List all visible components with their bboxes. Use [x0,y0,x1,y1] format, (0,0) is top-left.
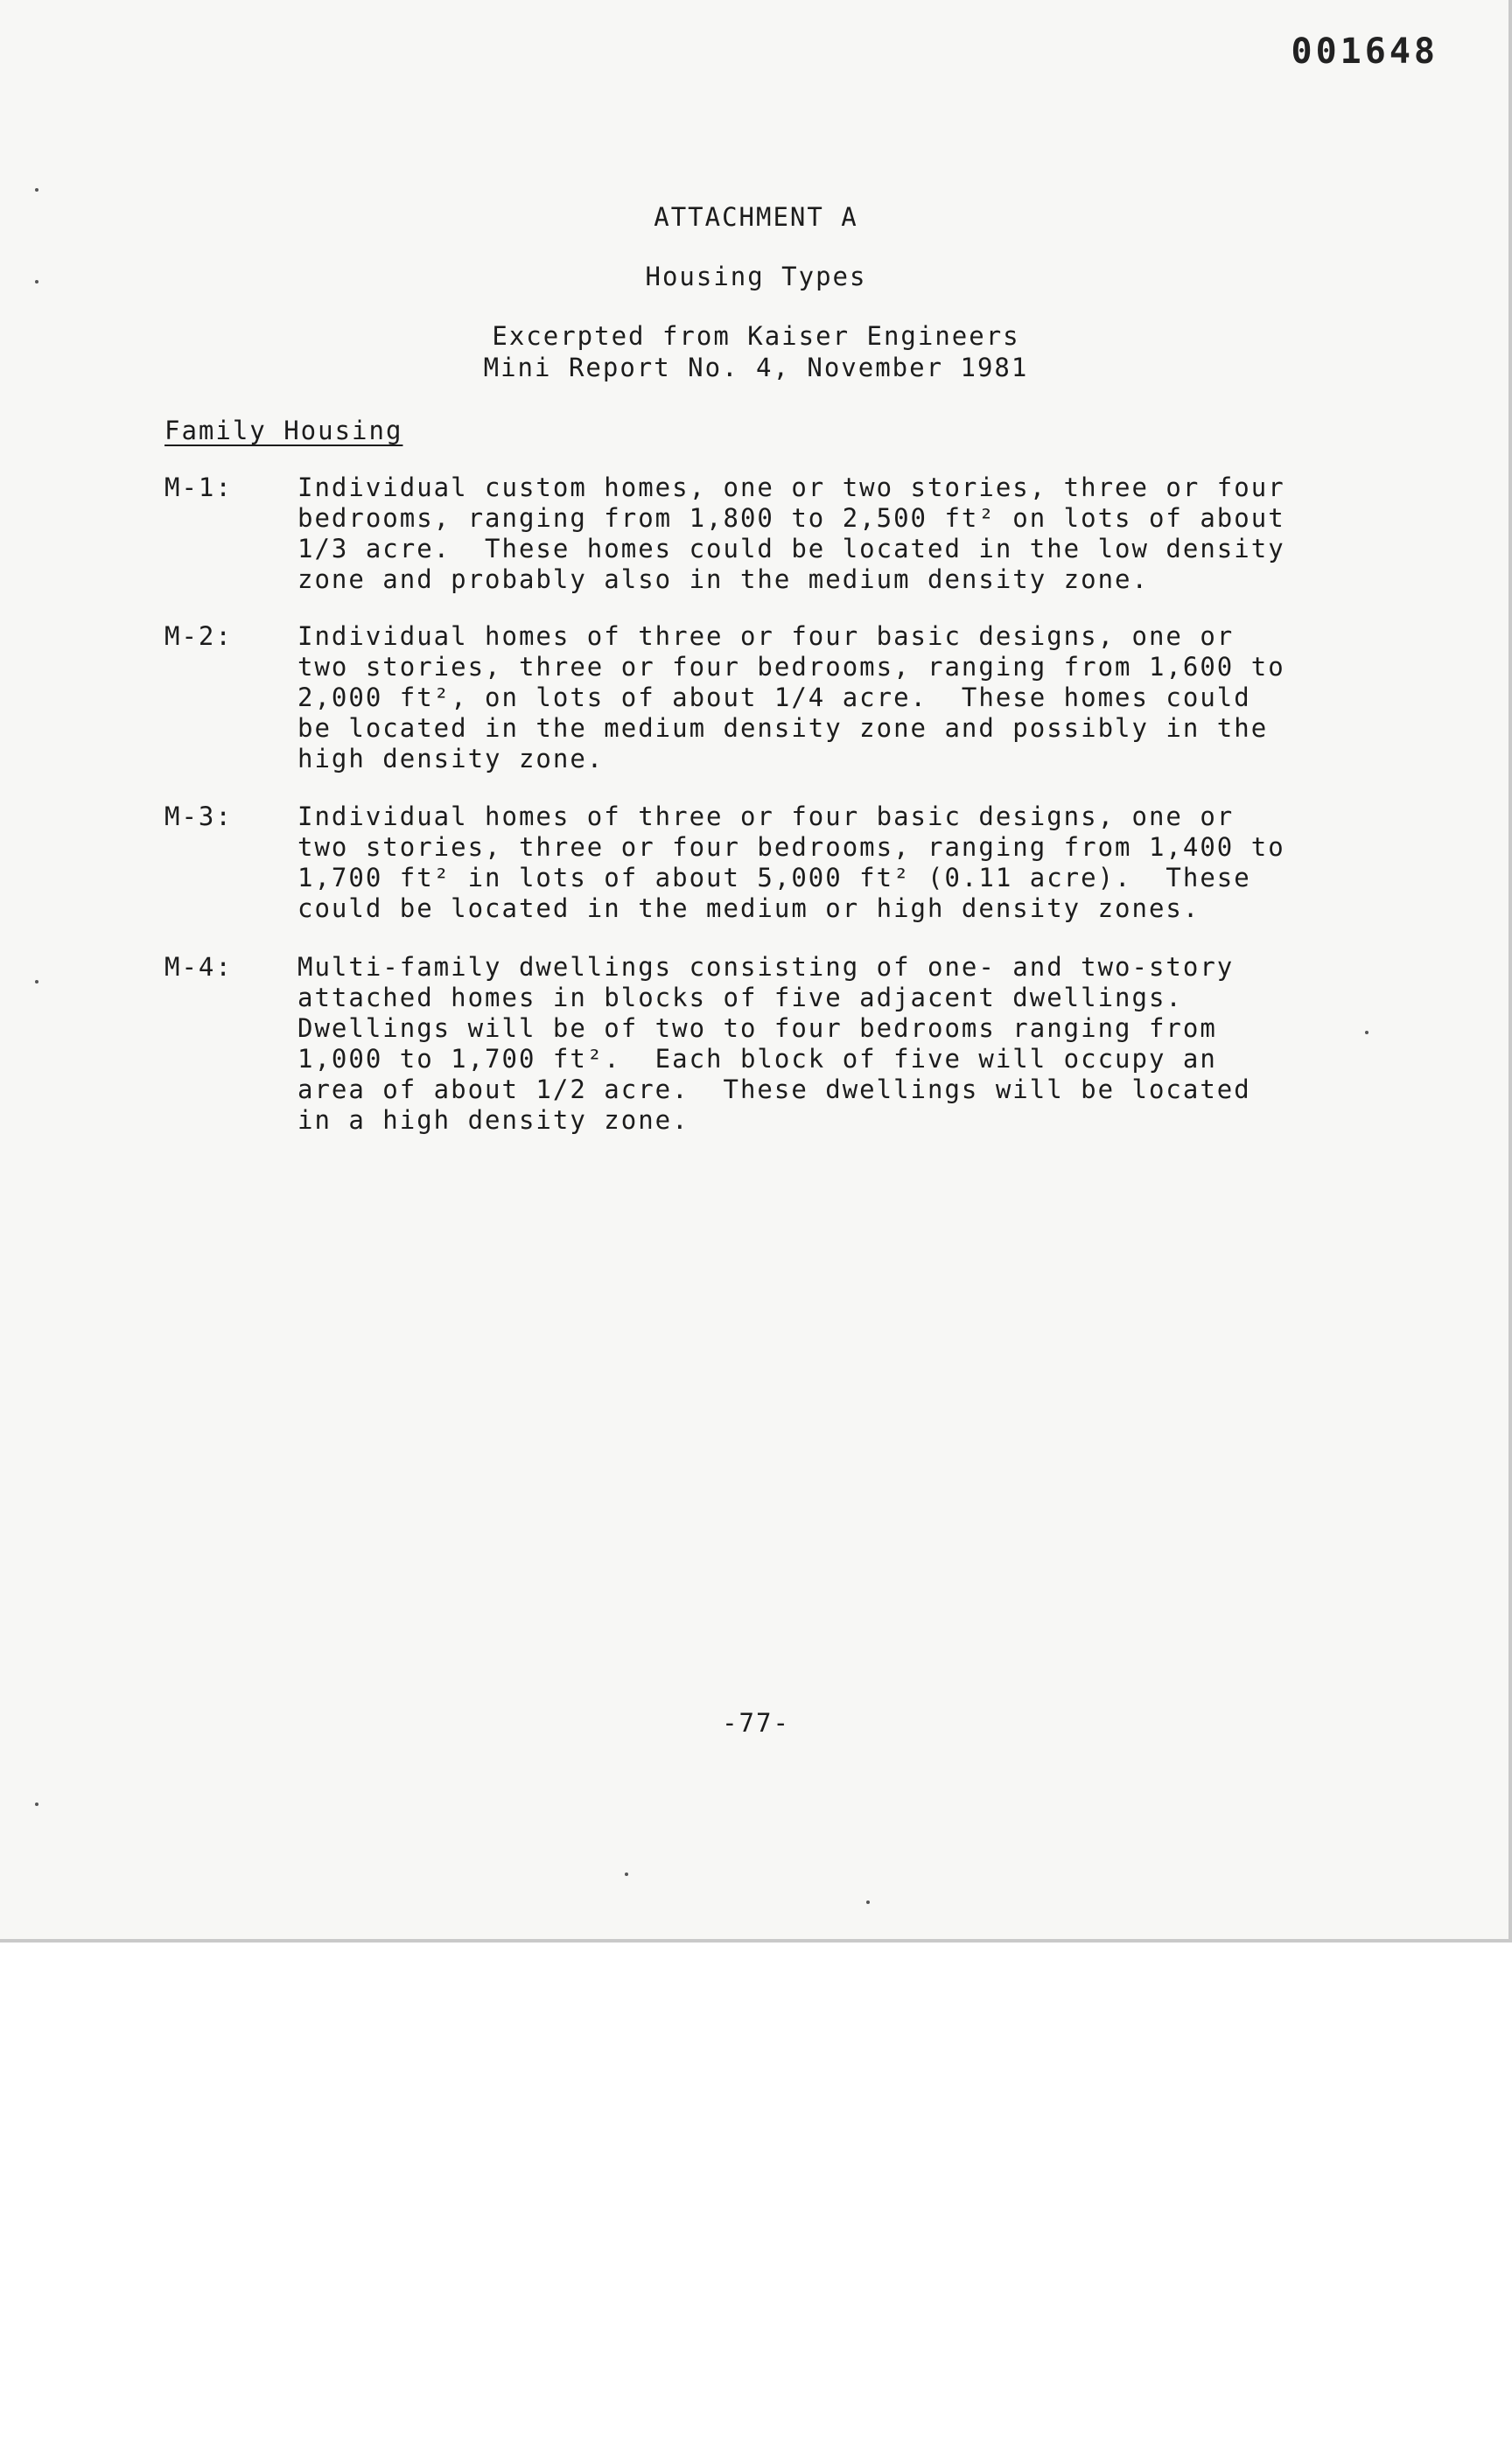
entry-line: Dwellings will be of two to four bedrooms ranging from [298,1013,1217,1043]
entry-code: M-3: [164,802,233,831]
entry-line: area of about 1/2 acre. These dwellings will be located [298,1074,1251,1104]
entry-line: 1/3 acre. These homes could be located in the low density [298,534,1285,564]
scan-speck [1365,1031,1368,1034]
entry-line: Individual custom homes, one or two stories, three or four [298,472,1285,502]
scan-speck [35,1802,38,1806]
scan-speck [35,188,38,192]
entry-line: in a high density zone. [298,1105,690,1135]
entry-line: Individual homes of three or four basic designs, one or [298,802,1235,831]
entry-line: two stories, three or four bedrooms, ranging from 1,400 to [298,832,1285,862]
entry-line: be located in the medium density zone and possibly in the [298,713,1269,743]
page-title: ATTACHMENT A [654,202,858,232]
source-line-1: Excerpted from Kaiser Engineers [492,321,1020,351]
entry-line: 2,000 ft², on lots of about 1/4 acre. These homes could [298,682,1251,712]
entry-line: high density zone. [298,744,605,774]
entry-line: attached homes in blocks of five adjacent dwellings. [298,983,1183,1012]
page-subtitle: Housing Types [645,262,867,291]
scan-speck [35,280,38,284]
entry-description [298,621,1348,774]
entry-code: M-2: [164,621,233,651]
section-heading: Family Housing [164,416,403,445]
source-line-2: Mini Report No. 4, November 1981 [483,353,1029,382]
entry-line: 1,000 to 1,700 ft². Each block of five will occupy an [298,1044,1217,1074]
document-stamp-number: 001648 [1291,32,1438,72]
entry-line: could be located in the medium or high density zones. [298,893,1200,923]
page-folio: -77- [722,1708,790,1738]
entry-line: 1,700 ft² in lots of about 5,000 ft² (0.11 acre). These [298,863,1251,892]
scan-speck [866,1900,870,1904]
entry-code: M-4: [164,952,233,982]
entry-line: two stories, three or four bedrooms, ranging from 1,600 to [298,652,1285,682]
entry-code: M-1: [164,472,233,502]
scan-speck [35,980,38,984]
entry-description [298,952,1348,1136]
entry-description [298,802,1348,924]
entry-description [298,472,1348,595]
scan-speck [625,1872,628,1876]
entry-line: zone and probably also in the medium density zone. [298,564,1149,594]
entry-line: Multi-family dwellings consisting of one- and two-story [298,952,1235,982]
entry-line: Individual homes of three or four basic designs, one or [298,621,1235,651]
entry-line: bedrooms, ranging from 1,800 to 2,500 ft² on lots of about [298,503,1285,533]
